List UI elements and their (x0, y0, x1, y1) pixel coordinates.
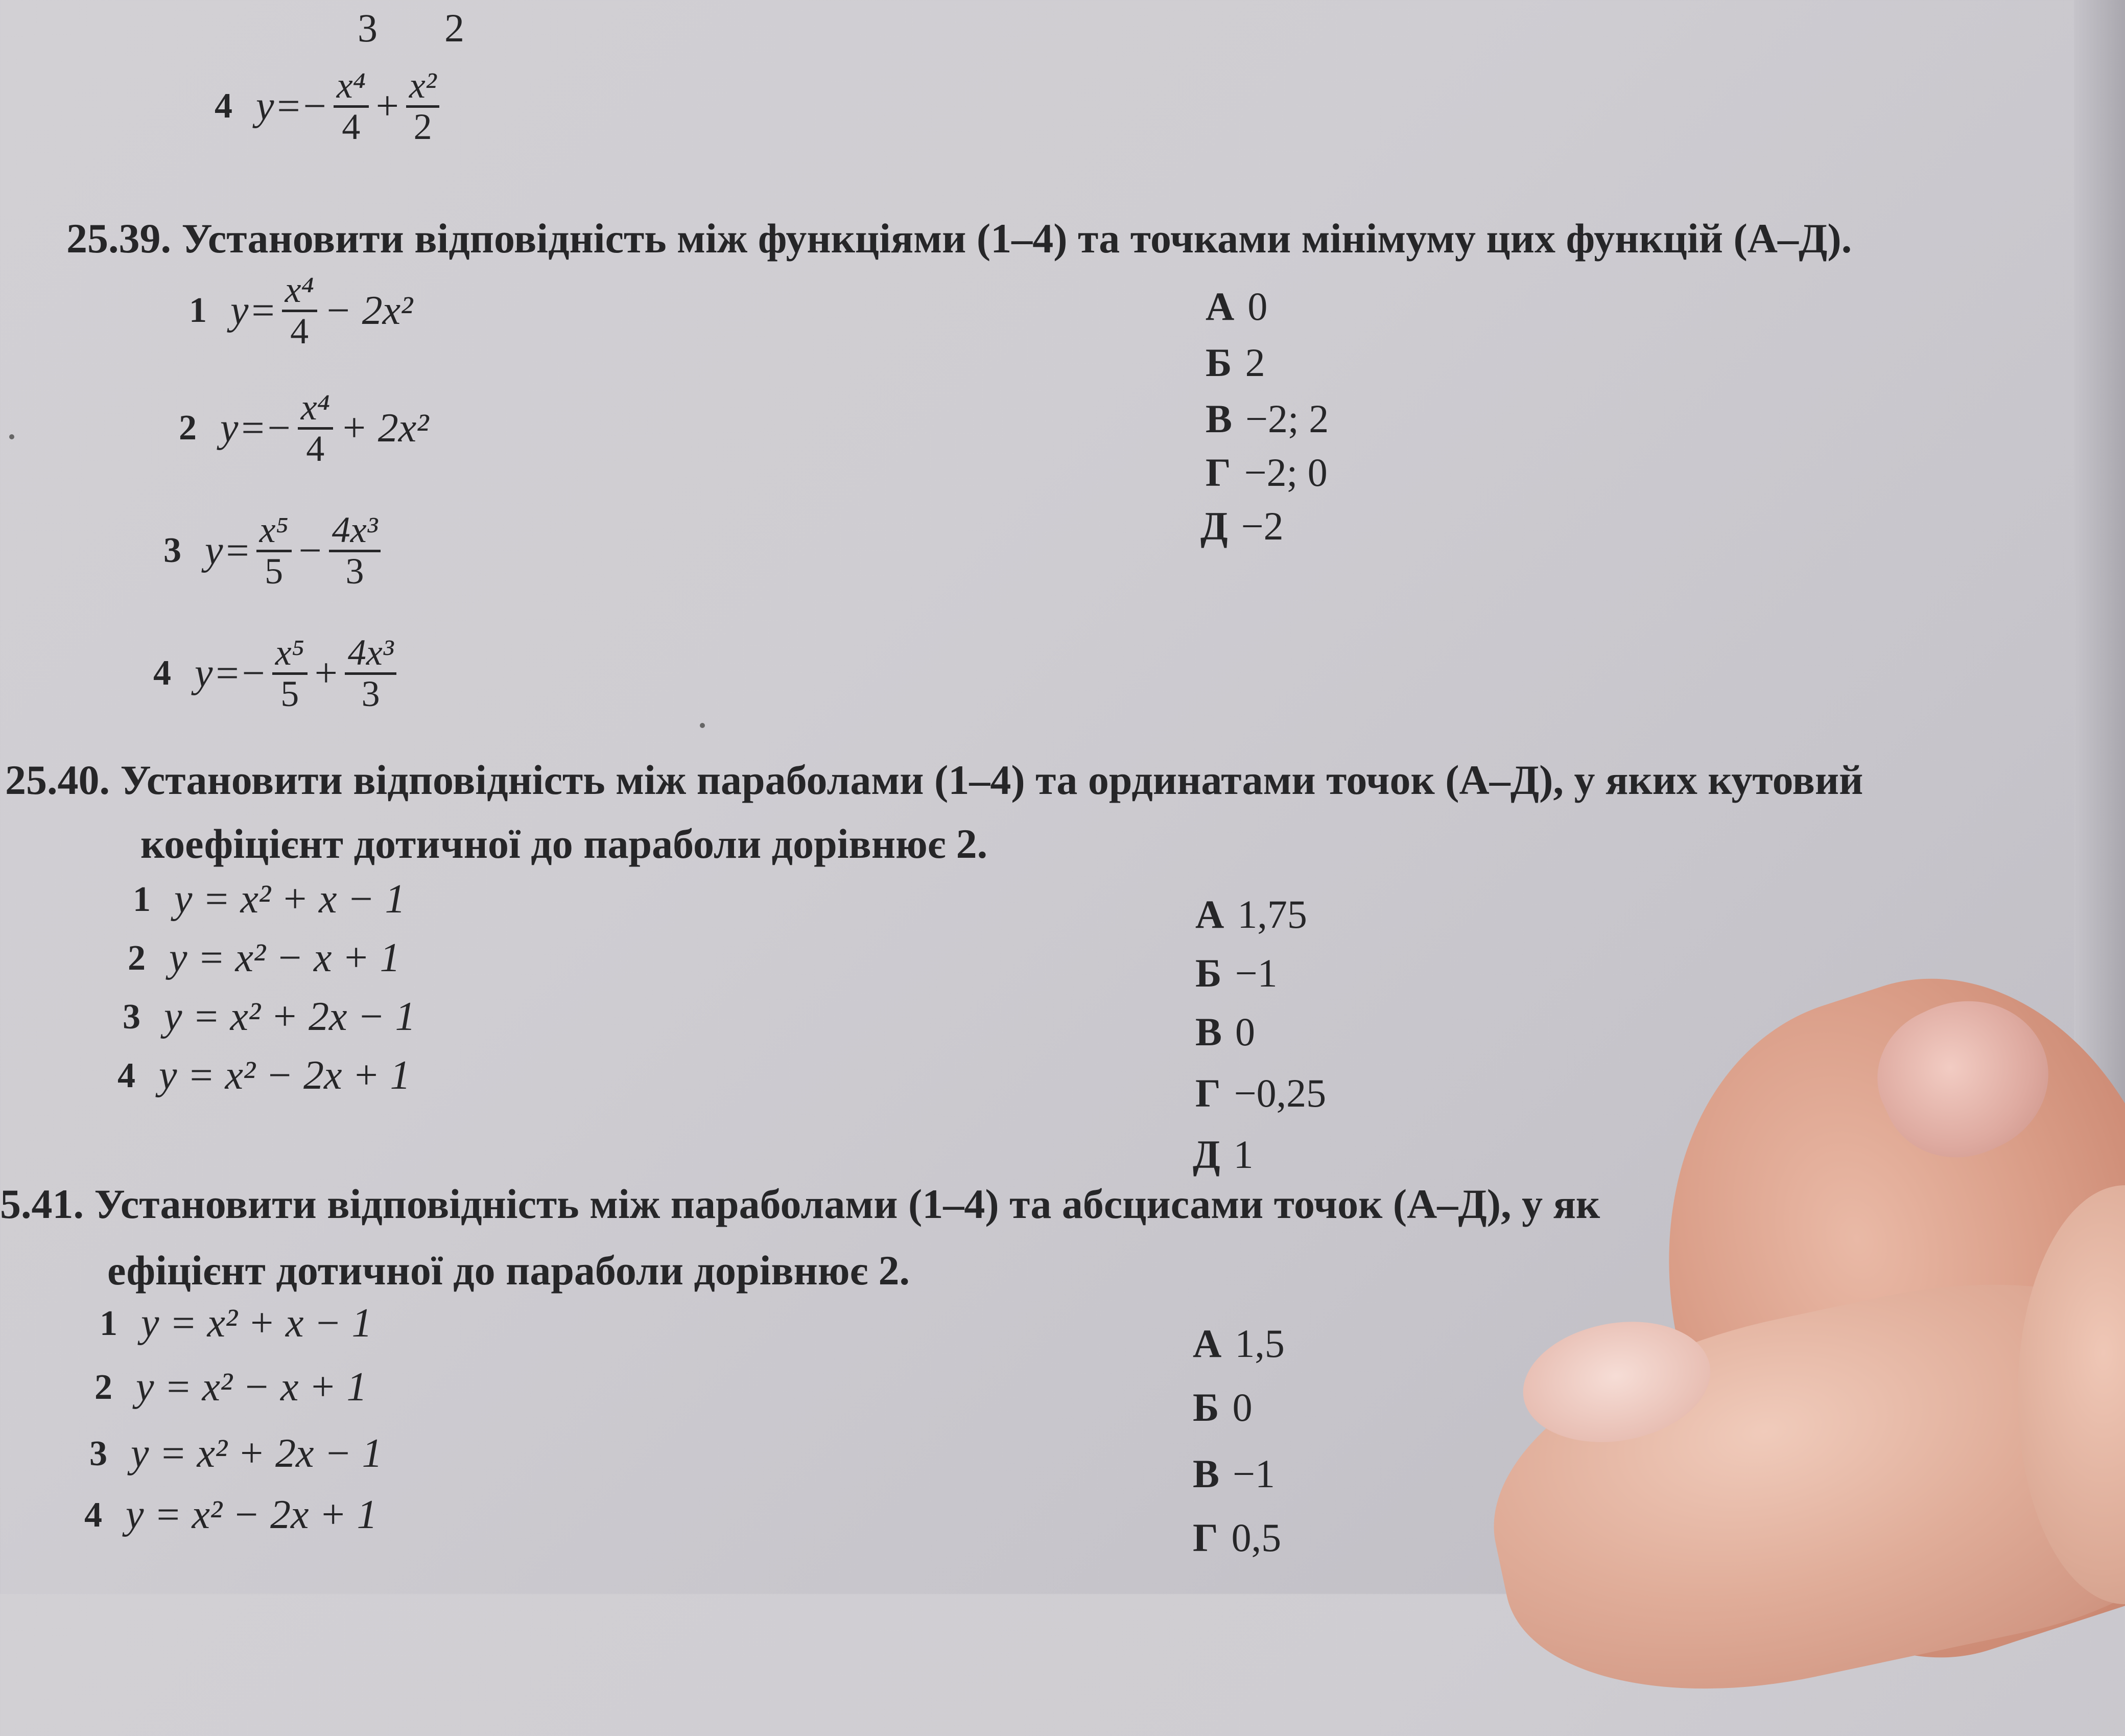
fraction (256, 511, 292, 591)
equation: y = x² + x − 1 (141, 1301, 372, 1346)
item-index: 4 (215, 86, 232, 126)
problem-text: Установити відповідність між параболами (1–4) та ординатами точок (А–Д), у яких кутовий (120, 757, 1863, 803)
fraction (406, 66, 440, 146)
p39-option-d (1200, 503, 1284, 549)
p41-option-v (1193, 1451, 1275, 1497)
p40-option-d (1193, 1132, 1254, 1178)
option-value: 1,5 (1235, 1321, 1285, 1366)
p41-option-g (1193, 1515, 1281, 1561)
item-index: 2 (95, 1367, 112, 1407)
equation: y = x² + 2x − 1 (164, 994, 416, 1039)
remnant-denominator-2: 2 (444, 6, 464, 50)
p41-item-1 (100, 1300, 372, 1347)
sign: − (242, 650, 265, 696)
option-letter: Б (1193, 1385, 1219, 1429)
option-value: 2 (1245, 340, 1265, 385)
numerator: x⁵ (256, 511, 292, 552)
equation: y = x² − 2x + 1 (126, 1492, 377, 1537)
problem-number: 25.39. (66, 215, 171, 262)
sign: − (267, 405, 291, 451)
item-index: 4 (153, 653, 171, 693)
item-index: 1 (133, 879, 151, 919)
p40-item-4 (117, 1052, 410, 1099)
equation: y = x² + 2x − 1 (131, 1431, 383, 1476)
option-letter: Г (1193, 1515, 1218, 1560)
item-index: 4 (84, 1495, 102, 1535)
problem-number: 25.40. (5, 757, 110, 803)
p40-item-3 (123, 994, 415, 1040)
option-value: −0,25 (1234, 1071, 1327, 1115)
problem-text: Установити відповідність між параболами (1–4) та абсцисами точок (А–Д), у як (94, 1181, 1600, 1227)
p39-item-2: 2 y = − $\frac{\text{x⁴}}{4}$ + 2x² (179, 387, 429, 469)
item-index: 3 (163, 531, 181, 571)
equation: y = x² − x + 1 (169, 935, 400, 980)
denominator: 3 (345, 550, 364, 592)
item-index: 4 (117, 1055, 135, 1095)
p41-item-3 (89, 1430, 382, 1477)
problem-25-39-heading (66, 215, 1852, 263)
denominator: 5 (280, 673, 299, 714)
page-speck (700, 723, 705, 728)
problem-25-40-line2: коефіцієнт дотичної до параболи дорівнює 2. (140, 820, 988, 867)
numerator: x⁴ (298, 388, 333, 430)
option-value: −1 (1233, 1451, 1276, 1496)
option-value: 1,75 (1237, 892, 1307, 936)
fraction (282, 271, 317, 350)
option-value: −2; 0 (1244, 450, 1328, 495)
equation: y = x² − x + 1 (136, 1365, 367, 1410)
sign: − (303, 83, 326, 129)
option-letter: Г (1195, 1071, 1221, 1115)
remnant-item-4 (215, 66, 443, 146)
option-letter: А (1195, 892, 1224, 936)
option-letter: Б (1206, 340, 1232, 385)
option-value: −2 (1241, 504, 1284, 548)
p39-item-4: 4 y = − $\frac{\text{x⁵}}{5}$ + $\frac{\text{4x³}}{3}$ (153, 634, 400, 713)
page-speck (9, 434, 14, 439)
numerator: x² (406, 66, 440, 108)
denominator: 4 (306, 428, 325, 469)
option-value: 0,5 (1231, 1515, 1282, 1560)
p40-option-v (1195, 1009, 1255, 1055)
item-index: 3 (123, 997, 140, 1037)
p39-item-3: 3 y = $\frac{\text{x⁵}}{5}$ − $\frac{\text{4x³}}{3}$ (163, 511, 385, 591)
item-index: 1 (100, 1303, 117, 1343)
option-value: −1 (1235, 951, 1278, 995)
p40-option-g (1195, 1070, 1326, 1116)
p41-option-b (1193, 1385, 1253, 1430)
equation: y = x² + x − 1 (174, 877, 406, 922)
p39-option-g (1206, 450, 1328, 496)
fraction (329, 511, 381, 591)
item-index: 2 (179, 408, 197, 448)
denominator: 2 (413, 106, 432, 147)
option-value: 0 (1232, 1385, 1253, 1429)
option-value: 1 (1233, 1132, 1254, 1177)
item-index: 1 (189, 291, 207, 331)
p40-item-2 (128, 935, 400, 981)
option-letter: Д (1193, 1132, 1220, 1177)
denominator: 4 (290, 310, 309, 351)
option-letter: В (1195, 1010, 1222, 1054)
fraction (334, 66, 369, 146)
numerator: 4x³ (329, 511, 381, 552)
problem-5-41-line2: ефіцієнт дотичної до параболи дорівнює 2. (107, 1247, 910, 1294)
p41-item-2 (95, 1364, 367, 1411)
item-index: 3 (89, 1434, 107, 1473)
option-value: 0 (1235, 1010, 1256, 1054)
p39-option-a (1206, 284, 1267, 330)
problem-number: 5.41. (0, 1181, 84, 1227)
option-letter: В (1206, 396, 1233, 441)
lhs: y (256, 83, 274, 129)
numerator: x⁴ (334, 66, 369, 108)
option-letter: Д (1200, 504, 1228, 548)
p40-option-b (1195, 950, 1278, 996)
numerator: x⁵ (272, 634, 308, 675)
fraction (345, 634, 397, 713)
plus: + (375, 83, 399, 129)
p40-item-1 (133, 876, 405, 923)
operator: + (314, 650, 338, 696)
tail: − 2x² (324, 288, 413, 333)
problem-text: Установити відповідність між функціями (1–4) та точками мінімуму цих функцій (А–Д). (181, 215, 1852, 262)
option-letter: В (1193, 1451, 1220, 1496)
fraction (272, 634, 308, 713)
problem-5-41-heading (0, 1180, 1600, 1228)
option-letter: А (1193, 1321, 1222, 1366)
p39-option-v (1206, 396, 1329, 442)
denominator: 4 (342, 106, 361, 147)
denominator: 5 (265, 550, 284, 592)
option-letter: Г (1206, 450, 1231, 495)
denominator: 3 (361, 673, 380, 714)
operator: − (298, 528, 322, 573)
option-letter: Б (1195, 951, 1222, 995)
tail: + 2x² (340, 405, 429, 451)
equals: = (277, 83, 300, 129)
p41-item-4 (84, 1492, 377, 1538)
p39-option-b (1206, 340, 1265, 386)
p39-item-1: 1 y = $\frac{\text{x⁴}}{4}$ − 2x² (189, 269, 413, 351)
problem-25-40-heading (5, 756, 1863, 804)
option-value: 0 (1247, 284, 1268, 329)
option-letter: А (1206, 284, 1235, 329)
fraction (298, 388, 333, 468)
item-index: 2 (128, 938, 146, 978)
remnant-denominator-3: 3 (358, 6, 377, 50)
option-value: −2; 2 (1245, 396, 1329, 441)
p41-option-a (1193, 1321, 1285, 1367)
equation: y = x² − 2x + 1 (159, 1053, 411, 1098)
p40-option-a (1195, 892, 1307, 937)
numerator: 4x³ (345, 634, 397, 675)
numerator: x⁴ (282, 271, 317, 312)
